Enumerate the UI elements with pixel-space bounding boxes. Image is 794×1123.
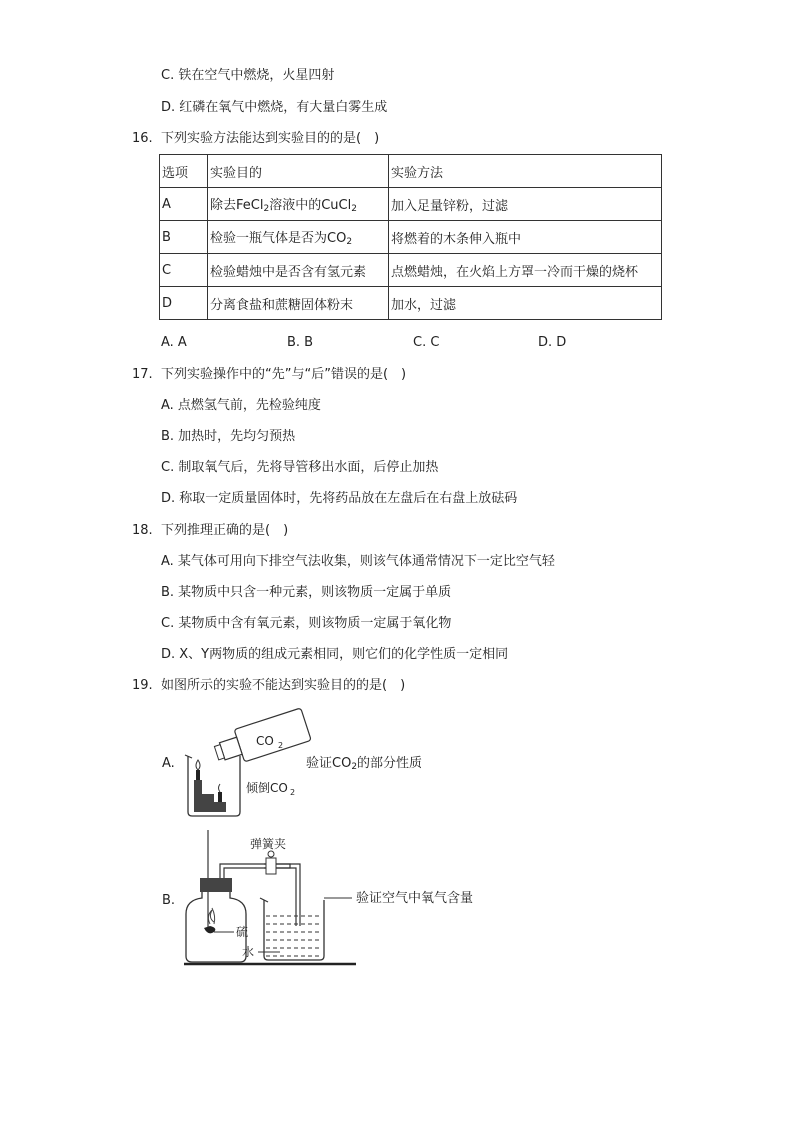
sulfur-spoon (204, 926, 215, 933)
q16-choice-a: A. A (161, 335, 187, 350)
clip-label: 弹簧夹 (250, 837, 287, 851)
q19-number: 19. (132, 678, 153, 693)
water-label: 水 (242, 945, 255, 959)
q17-option-d: D. 称取一定质量固体时，先将药品放在左盘后在右盘上放砝码 (161, 491, 518, 506)
table-cell-method: 加水，过滤 (389, 287, 662, 320)
q16-choice-d: D. D (538, 335, 567, 350)
table-cell-option: C (160, 254, 208, 287)
q17-stem: 下列实验操作中的“先”与“后”错误的是( ) (161, 367, 407, 382)
table-cell-purpose: 检验一瓶气体是否为$CO_2$ (208, 221, 389, 254)
table-header-cell: 实验方法 (389, 155, 662, 188)
q19-a-caption: 验证$CO_2$的部分性质 (306, 756, 423, 772)
sulfur-label: 硫 (236, 925, 249, 939)
bottle-label: CO (256, 734, 274, 748)
table-header-cell: 实验目的 (208, 155, 389, 188)
stair-stand (194, 780, 214, 812)
q16-stem: 下列实验方法能达到实验目的的是( ) (161, 131, 380, 146)
table-cell-purpose: 检验蜡烛中是否含有氢元素 (208, 254, 389, 287)
table-cell-option: A (160, 188, 208, 221)
q19-b-label: B. (162, 893, 176, 908)
table-row (160, 221, 662, 254)
q18-option-a: A. 某气体可用向下排空气法收集，则该气体通常情况下一定比空气轻 (161, 554, 555, 569)
table-cell-purpose: 分离食盐和蔗糖固体粉末 (208, 287, 389, 320)
q18-option-d: D. X、Y两物质的组成元素相同，则它们的化学性质一定相同 (161, 647, 509, 662)
pour-label-sub: 2 (290, 788, 296, 797)
pour-label: 倾倒CO (246, 781, 288, 795)
q17-option-a: A. 点燃氢气前，先检验纯度 (161, 398, 321, 413)
q16-table (159, 154, 662, 320)
q17-option-c: C. 制取氧气后，先将导管移出水面，后停止加热 (161, 460, 439, 475)
flame (208, 908, 214, 924)
q15-option-d: D. 红磷在氧气中燃烧，有大量白雾生成 (161, 100, 388, 115)
q19-stem: 如图所示的实验不能达到实验目的的是( ) (161, 678, 406, 693)
q15-option-c: C. 铁在空气中燃烧，火星四射 (161, 68, 335, 83)
q18-option-c: C. 某物质中含有氧元素，则该物质一定属于氧化物 (161, 616, 452, 631)
table-cell-purpose: 除去FeCl$_2$溶液中的CuCl$_2$ (208, 188, 389, 221)
bottle-label-sub: 2 (278, 741, 284, 750)
candle-low (218, 792, 222, 802)
water (266, 916, 322, 956)
rubber-stopper (200, 878, 232, 892)
q19-b-caption: 验证空气中氧气含量 (356, 891, 474, 906)
candle-high (196, 770, 200, 780)
q17-number: 17. (132, 367, 153, 382)
q18-stem: 下列推理正确的是( ) (161, 523, 289, 538)
q16-number: 16. (132, 131, 153, 146)
table-cell-option: B (160, 221, 208, 254)
q16-choice-b: B. B (287, 335, 314, 350)
table-header-row (160, 155, 662, 188)
table-row (160, 254, 662, 287)
q19-a-label: A. (162, 756, 175, 771)
table-cell-option: D (160, 287, 208, 320)
q18-option-b: B. 某物质中只含一种元素，则该物质一定属于单质 (161, 585, 452, 600)
table-cell-method: 点燃蜡烛，在火焰上方罩一冷而干燥的烧杯 (389, 254, 662, 287)
water-beaker (264, 900, 324, 960)
q18-number: 18. (132, 523, 153, 538)
table-cell-method: 加入足量锌粉，过滤 (389, 188, 662, 221)
spring-clip (266, 858, 276, 874)
table-cell-method: 将燃着的木条伸入瓶中 (389, 221, 662, 254)
table-row (160, 188, 662, 221)
table-row (160, 287, 662, 320)
table-header-cell: 选项 (160, 155, 208, 188)
q17-option-b: B. 加热时，先均匀预热 (161, 429, 296, 444)
q16-choice-c: C. C (413, 335, 440, 350)
